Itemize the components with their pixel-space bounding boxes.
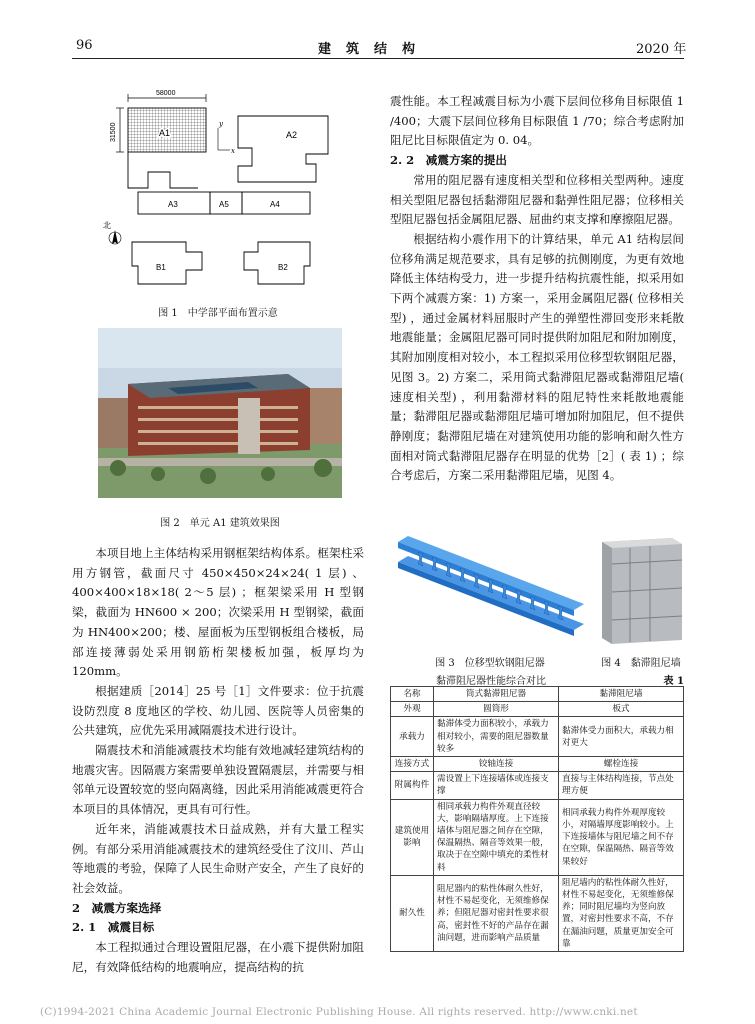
paragraph: 震性能。本工程减震目标为小震下层间位移角目标限值 1 /400；大震下层间位移角目标限值 1 /70；综合考虑附加阻尼比目标限值定为 0. 04。: [390, 94, 684, 148]
wall-side: [602, 542, 612, 644]
paragraph: 根据建质［2014］25 号［1］文件要求：位于抗震设防烈度 8 度地区的学校、幼儿园、医院等人员密集的公共建筑，应优先采用减隔震技术进行设计。: [72, 683, 364, 738]
figure-4-caption: 图 4 黏滞阻尼墙: [601, 658, 681, 669]
table-cell: 附属构件: [391, 772, 434, 799]
header-rule: [72, 58, 684, 59]
table-cell: 承载力: [391, 717, 434, 757]
table-row: [391, 875, 684, 951]
table-cell: 外观: [391, 702, 434, 717]
figure-2-caption: 图 2 单元 A1 建筑效果图: [160, 518, 280, 529]
paragraph: 本项目地上主体结构采用钢框架结构体系。框架柱采用方钢管，截面尺寸 450×450×24×24( 1 层) 、400×400×18×18( 2～5 层) ；框架梁采用 H 型钢梁，截面为 HN600 × 200；次梁采用 H 型钢梁，截面为 HN400×200；楼、屋面板为压型钢板组合楼板，局部连接薄弱处采用钢筋桁架楼板加强，板厚均为 120mm。: [72, 546, 364, 679]
figure-4-damping-wall: [598, 534, 684, 646]
block-b1: [132, 242, 202, 284]
table-header-cell: 黏滞阻尼墙: [559, 687, 684, 702]
table-cell: 阻尼墙内的粘性体耐久性好，材性不易起变化，无须维修保养；同时阻尼墙均为竖向放置，对密封性要求不高，不存在漏油问题，质量更加安全可靠: [559, 875, 684, 951]
glass-tower: [238, 398, 260, 454]
table-row: [391, 772, 684, 799]
paragraph: 常用的阻尼器有速度相关型和位移相关型两种。速度相关型阻尼器包括黏滞阻尼器和黏弹性阻尼器；位移相关型阻尼器包括金属阻尼器、屈曲约束支撑和摩擦阻尼器。: [390, 172, 684, 227]
section-heading: 2. 2 减震方案的提出: [390, 153, 507, 168]
table-1-label: 表 1: [663, 676, 684, 687]
block-a5-label: A5: [219, 200, 229, 209]
table-1: [390, 686, 684, 952]
table-cell: 板式: [559, 702, 684, 717]
wall-body: [602, 538, 682, 644]
block-a3-label: A3: [168, 200, 178, 209]
block-a4-label: A4: [270, 200, 280, 209]
block-a2: [238, 116, 328, 182]
figure-1-caption: 图 1 中学部平面布置示意: [158, 308, 278, 319]
block-a1-label: A1: [159, 128, 171, 138]
paragraph: 隔震技术和消能减震技术均能有效地减轻建筑结构的地震灾害。因隔震方案需要单独设置隔震层，并需要与相邻单元设置较宽的竖向隔离缝，因此采用消能减震更符合本项目的具体情况，更具有可行性。: [72, 743, 364, 817]
block-b1-label: B1: [156, 263, 166, 272]
table-cell: 连接方式: [391, 757, 434, 772]
sky-top: [98, 328, 342, 368]
table-row: [391, 702, 684, 717]
dim-height-label: 31500: [110, 122, 117, 142]
right-column: [390, 92, 684, 486]
copyright-footer: (C)1994-2021 China Academic Journal Electronic Publishing House. All rights reserved. http://www.cnki.net: [40, 1006, 638, 1018]
dim-width-label: 58000: [156, 90, 176, 97]
figure-1-floor-plan: [98, 86, 338, 296]
damper-bottom-flange: [398, 556, 584, 630]
axis-y-label: y: [219, 120, 223, 128]
table-header-cell: 名称: [391, 687, 434, 702]
table-cell: 圆筒形: [434, 702, 559, 717]
north-label: 北: [103, 221, 111, 230]
block-b2: [244, 242, 310, 284]
table-row: [391, 717, 684, 757]
table-cell: 建筑使用影响: [391, 799, 434, 875]
journal-year: 2020 年: [636, 42, 687, 57]
page-number: 96: [76, 38, 93, 53]
table-row: [391, 757, 684, 772]
road: [98, 458, 342, 466]
figure-3-caption: 图 3 位移型软钢阻尼器: [435, 658, 545, 669]
block-b2-label: B2: [278, 263, 288, 272]
paragraph: 根据结构小震作用下的计算结果，单元 A1 结构层间位移角满足规范要求，具有足够的抗侧刚度，为更有效地降低主体结构受力，进一步提升结构抗震性能，拟采用如下两个减震方案：1) 方案一，采用金属阻尼器( 位移相关型) ，通过金属材料屈服时产生的弹塑性滞回变形来耗散地震能量；金属阻尼器可同时提供附加阻尼和附加刚度，其附加刚度相对较小，本工程拟采用位移型软钢阻尼器，见图 3。2) 方案二，采用筒式黏滞阻尼器或黏滞阻尼墙( 速度相关型) ，利用黏滞材料的阻尼特性来耗散地震能量；黏滞阻尼器或黏滞阻尼墙可增加附加阻尼，但不提供静刚度；黏滞阻尼墙在对建筑使用功能的影响和耐久性方面相对筒式黏滞阻尼器存在明显的优势［2］( 表 1) ；综合考虑后，方案二采用黏滞阻尼墙，见图 4。: [390, 231, 684, 483]
table-cell: 耐久性: [391, 875, 434, 951]
paragraph: 近年来，消能减震技术日益成熟，并有大量工程实例。有部分采用消能减震技术的建筑经受住了汶川、芦山等地震的考验，保障了人民生命财产安全，产生了良好的社会效益。: [72, 821, 364, 895]
table-cell: 铰轴连接: [434, 757, 559, 772]
figure-3-steel-damper: [392, 532, 588, 644]
section-heading: 2 减震方案选择: [72, 900, 162, 915]
paragraph: 本工程拟通过合理设置阻尼器，在小震下提供附加阻尼，有效降低结构的地震响应，提高结构的抗: [72, 940, 364, 974]
table-cell: 相同承载力构件外观直径较大，影响隔墙厚度。上下连接墙体与阻尼器之间存在空隙，保温隔热、隔音等效果一般，取决于在空隙中填充的柔性材料: [434, 799, 559, 875]
table-row: [391, 799, 684, 875]
table-1-title: 黏滞阻尼器性能综合对比: [436, 676, 546, 687]
table-cell: 黏滞体受力面积较小，承载力相对较小，需要的阻尼器数量较多: [434, 717, 559, 757]
axis-x-label: x: [231, 147, 235, 155]
table-header-cell: 筒式黏滞阻尼器: [434, 687, 559, 702]
table-cell: 相同承载力构件外观厚度较小，对隔墙厚度影响较小。上下连接墙体与阻尼墙之间不存在空隙，保温隔热、隔音等效果较好: [559, 799, 684, 875]
journal-title: 建 筑 结 构: [318, 42, 417, 57]
table-cell: 需设置上下连接墙体或连接支撑: [434, 772, 559, 799]
table-cell: 直接与主体结构连接，节点处理方便: [559, 772, 684, 799]
table-cell: 螺栓连接: [559, 757, 684, 772]
left-column: [72, 544, 364, 977]
section-heading: 2. 1 减震目标: [72, 920, 155, 935]
block-a2-label: A2: [286, 130, 298, 140]
figure-2-rendering: [98, 328, 342, 498]
table-cell: 黏滞体受力面积大，承载力相对更大: [559, 717, 684, 757]
table-header-row: [391, 687, 684, 702]
table-cell: 阻尼器内的粘性体耐久性好，材性不易起变化，无须维修保养；但阻尼器对密封性要求很高，密封性不好的产品存在漏油问题，进而影响产品质量: [434, 875, 559, 951]
wing-left: [128, 152, 198, 188]
